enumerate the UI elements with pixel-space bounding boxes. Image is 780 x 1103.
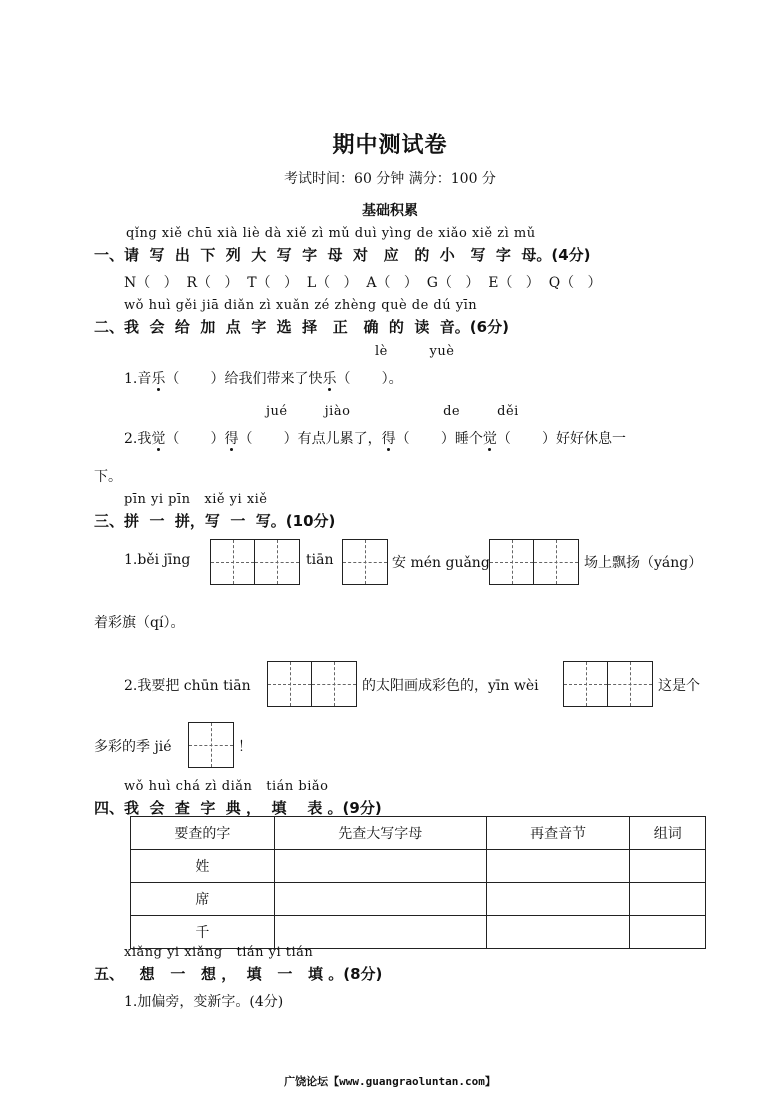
q2-s1-pinyin: lè yuè [375,344,455,359]
dotted-char: 得 [381,431,396,447]
q3-l1-a: 1.běi jīng [124,552,191,568]
q2-sentence-2: 2.我觉（ ）得（ ）有点儿累了，得（ ）睡个觉（ ）好好休息一 [124,431,626,447]
exam-info: 考试时间：60 分钟 满分：100 分 [284,171,496,187]
q1-pinyin: qǐng xiě chū xià liè dà xiě zì mǔ duì yìng de xiǎo xiě zì mǔ [126,226,536,241]
answer-cell[interactable] [630,883,706,916]
answer-cell[interactable] [486,916,630,949]
writing-grid-1[interactable] [342,539,388,585]
q3-l2-a: 2.我要把 chūn tiān [124,678,251,694]
q3-l1-continued: 着彩旗（qí）。 [94,615,185,631]
dotted-char: 乐 [322,371,337,387]
answer-cell[interactable] [274,850,486,883]
q1-letters: N（ ） R（ ） T（ ） L（ ） A（ ） G（ ） E（ ） Q（ ） [124,275,602,291]
table-row [131,850,706,883]
q3-pinyin: pīn yi pīn xiě yi xiě [124,492,268,507]
q3-l1-b: tiān [306,552,334,568]
column-header: 要查的字 [131,817,275,850]
q5-pinyin: xiǎng yi xiǎng tián yi tián [124,945,314,960]
answer-cell[interactable] [274,916,486,949]
page-title: 期中测试卷 [332,133,448,158]
column-header: 先查大写字母 [274,817,486,850]
dotted-char: 乐 [151,371,166,387]
q5-heading: 五、 想 一 想 ， 填 一 填 。(8分) [94,965,383,983]
q2-s2-pinyin: jué jiào de děi [266,404,519,419]
answer-cell[interactable] [274,883,486,916]
column-header: 再查音节 [486,817,630,850]
writing-grid-1[interactable] [188,722,234,768]
answer-cell[interactable] [630,850,706,883]
q3-l1-c: 安 mén guǎng [392,555,490,571]
dotted-char: 得 [224,431,239,447]
q2-heading: 二、我 会 给 加 点 字 选 择 正 确 的 读 音。(6分) [94,318,509,336]
q2-sentence-1: 1.音乐（ ）给我们带来了快乐（ ）。 [124,371,403,387]
writing-grid-2[interactable] [210,539,300,585]
q3-l2-b: 的太阳画成彩色的，yīn wèi [362,678,539,694]
lookup-character: 姓 [131,850,275,883]
q4-pinyin: wǒ huì chá zì diǎn tián biǎo [124,779,329,794]
writing-grid-2[interactable] [563,661,653,707]
dotted-char: 觉 [151,431,166,447]
lookup-character: 千 [131,916,275,949]
q2-sentence-2-continued: 下。 [94,469,122,485]
table-row [131,916,706,949]
q1-heading: 一、请 写 出 下 列 大 写 字 母 对 应 的 小 写 字 母。(4分) [94,246,591,264]
q3-l2-cont-b: ！ [238,739,252,755]
writing-grid-2[interactable] [267,661,357,707]
lookup-character: 席 [131,883,275,916]
q4-heading: 四、我 会 查 字 典 ， 填 表 。(9分) [94,799,382,817]
answer-cell[interactable] [486,850,630,883]
section-heading: 基础积累 [362,203,418,219]
column-header: 组词 [630,817,706,850]
answer-cell[interactable] [486,883,630,916]
q3-l2-cont-a: 多彩的季 jié [94,739,172,755]
q3-l1-d: 场上飘扬（yáng） [584,555,703,571]
q3-heading: 三、拼 一 拼，写 一 写。(10分) [94,512,336,530]
table-header-row [131,817,706,850]
q3-l2-c: 这是个 [658,678,700,694]
table-row [131,883,706,916]
writing-grid-2[interactable] [489,539,579,585]
q2-pinyin: wǒ huì gěi jiā diǎn zì xuǎn zé zhèng què de dú yīn [124,298,478,313]
answer-cell[interactable] [630,916,706,949]
dictionary-lookup-table [130,816,706,949]
dotted-char: 觉 [482,431,497,447]
q5-subquestion: 1.加偏旁，变新字。(4分) [124,994,284,1010]
footer-watermark: 广饶论坛【www.guangraoluntan.com】 [284,1075,496,1088]
